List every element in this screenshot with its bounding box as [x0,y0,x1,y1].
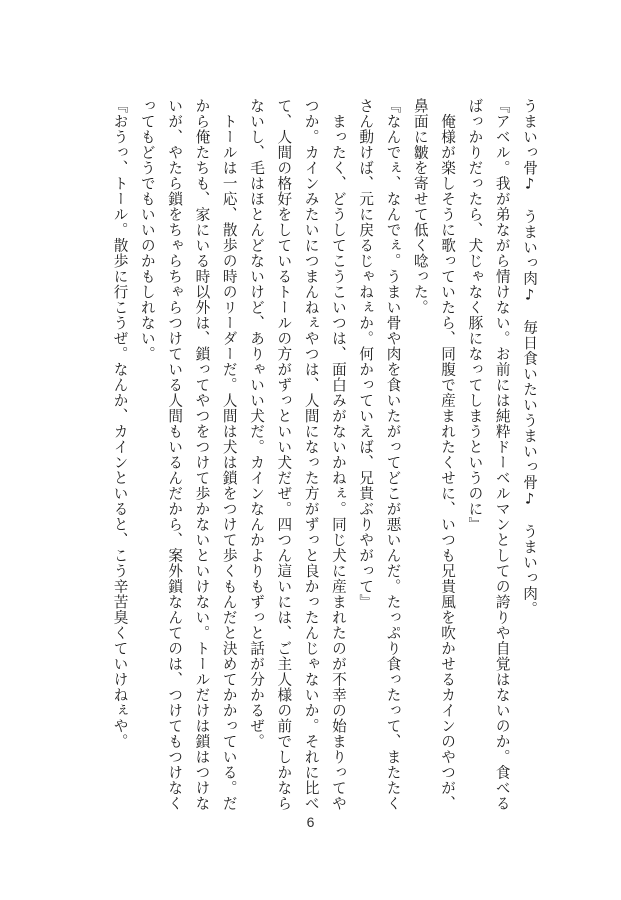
paragraph-6: トールは一応、散歩の時のリーダーだ。人間は犬は鎖をつけて歩くもんだと決めてかかっている。だから俺たちも、家にいる時以外は、鎖ってやつをつけて歩かないといけない。トールだけは鎖はつけないが、やたら鎖をちゃらちゃらつけている人間もいるんだから、案外鎖なんてのは、つけてもつけなくってもどうでもいいのかもしれない。 [138,98,238,811]
paragraph-5: まったく、どうしてこうこいつは、面白みがないかねぇ。同じ犬に産まれたのが不幸の始まりってやつか。カインみたいにつまんねぇやつは、人間になった方がずっと良かったんじゃないか。それに比べて、人間の格好をしているトールの方がずっといい犬だぜ。四つん這いには、ご主人様の前でしかならないし、毛はほとんどないけど、ありゃいい犬だ。カインなんかよりもずっと話が分かるぜ。 [248,98,347,811]
paragraph-4: 『なんでぇ、なんでぇ。うまい骨や肉を食いたがってどこが悪いんだ。たっぷり食ったって、またたくさん動けば、元に戻るじゃねぇか。何かっていえば、兄貴ぶりやがって』 [357,98,402,811]
paragraph-7: 『おうっ、トール。散歩に行こうぜ。なんか、カインといると、こう辛苦臭くていけねぇや。 [111,98,129,749]
page-number: 6 [306,814,315,830]
paragraph-1: うまいっ骨♪ うまいっ肉♪ 毎日食いたいうまいっ骨♪ うまいっ肉。 [521,98,538,617]
paragraph-2: 『アベル。我が弟ながら情けない。お前には純粋ドーベルマンとしての誇りや自覚はないのか。食べるばっかりだったら、犬じゃなく豚になってしまうというのに』 [466,98,511,811]
paragraph-3: 俺様が楽しそうに歌っていたら、同腹で産まれたくせに、いつも兄貴風を吹かせるカインのやつが、鼻面に皺を寄せて低く唸った。 [411,98,457,811]
vertical-text-body [73,98,543,818]
